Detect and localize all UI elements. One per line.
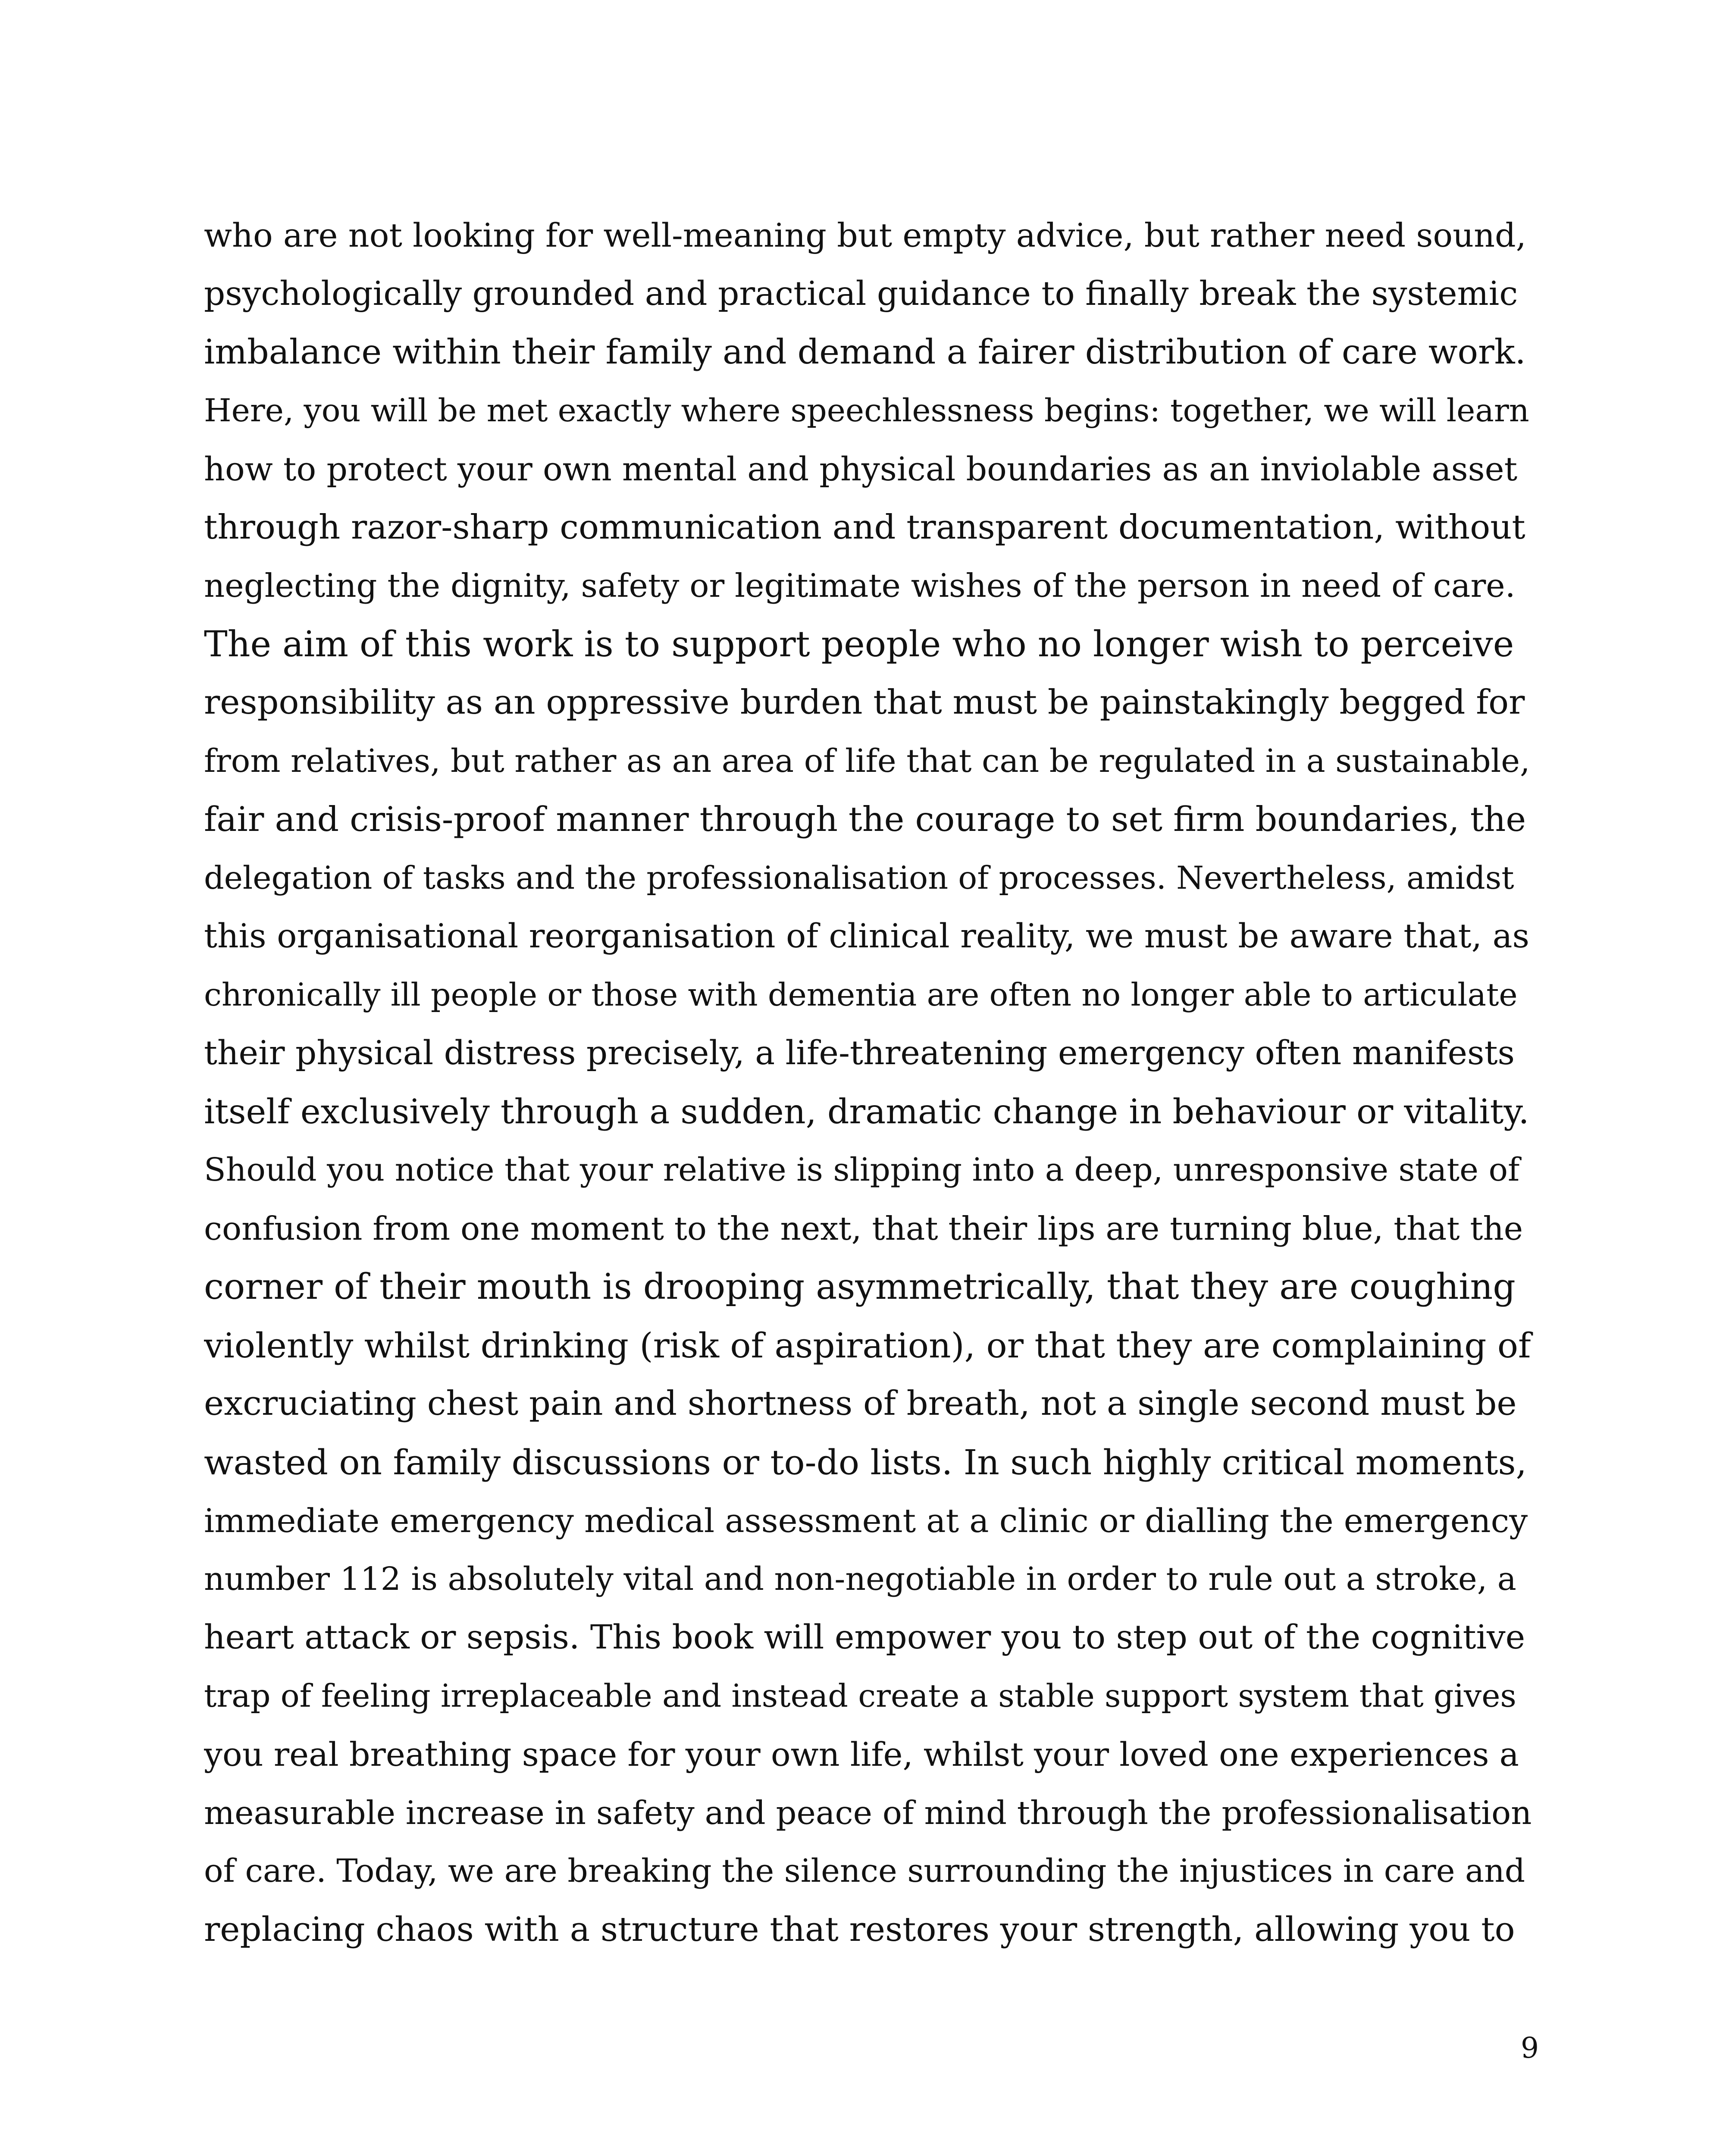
text-line: responsibility as an oppressive burden that must be painstakingly begged for: [204, 683, 1525, 722]
text-line: their physical distress precisely, a life-threatening emergency often manifests: [204, 1034, 1515, 1072]
text-line: wasted on family discussions or to-do lists. In such highly critical moments,: [204, 1442, 1527, 1482]
text-line: imbalance within their family and demand a fairer distribution of care work.: [204, 332, 1526, 372]
text-line: replacing chaos with a structure that restores your strength, allowing you to: [204, 1910, 1515, 1949]
text-line: itself exclusively through a sudden, dramatic change in behaviour or vitality.: [204, 1091, 1529, 1131]
text-line: excruciating chest pain and shortness of breath, not a single second must be: [204, 1384, 1517, 1423]
text-line: delegation of tasks and the professionalisation of processes. Nevertheless, amidst: [204, 859, 1514, 896]
text-line: fair and crisis-proof manner through the courage to set firm boundaries, the: [204, 799, 1526, 839]
text-line: The aim of this work is to support people who no longer wish to perceive: [204, 624, 1514, 665]
text-line: who are not looking for well-meaning but empty advice, but rather need sound,: [204, 216, 1526, 254]
text-line: chronically ill people or those with dementia are often no longer able to articulate: [204, 976, 1518, 1013]
text-line: how to protect your own mental and physical boundaries as an inviolable asset: [204, 450, 1518, 488]
text-line: neglecting the dignity, safety or legitimate wishes of the person in need of care.: [204, 567, 1516, 605]
text-line: immediate emergency medical assessment at a clinic or dialling the emergency: [204, 1501, 1528, 1540]
text-line: through razor-sharp communication and transparent documentation, without: [204, 508, 1525, 547]
text-line: corner of their mouth is drooping asymmetrically, that they are coughing: [204, 1266, 1516, 1307]
text-line: you real breathing space for your own life, whilst your loved one experiences a: [204, 1735, 1519, 1774]
text-line: this organisational reorganisation of clinical reality, we must be aware that, as: [204, 917, 1529, 956]
text-line: confusion from one moment to the next, that their lips are turning blue, that the: [204, 1209, 1523, 1247]
text-line: psychologically grounded and practical guidance to finally break the systemic: [204, 274, 1518, 313]
text-line: measurable increase in safety and peace of mind through the professionalisation: [204, 1793, 1532, 1832]
text-line: from relatives, but rather as an area of life that can be regulated in a sustainable,: [204, 742, 1530, 780]
page-number: 9: [1521, 2031, 1539, 2065]
text-line: of care. Today, we are breaking the silence surrounding the injustices in care and: [204, 1852, 1525, 1890]
text-line: violently whilst drinking (risk of aspiration), or that they are complaining of: [204, 1325, 1531, 1366]
body-paragraph: [204, 206, 1538, 1974]
text-line: trap of feeling irreplaceable and instead create a stable support system that gives: [204, 1677, 1516, 1714]
text-line: number 112 is absolutely vital and non-negotiable in order to rule out a stroke, a: [204, 1560, 1516, 1598]
text-line: heart attack or sepsis. This book will empower you to step out of the cognitive: [204, 1618, 1525, 1657]
text-line: Should you notice that your relative is slipping into a deep, unresponsive state of: [204, 1151, 1520, 1188]
text-line: Here, you will be met exactly where speechlessness begins: together, we will learn: [204, 392, 1529, 429]
